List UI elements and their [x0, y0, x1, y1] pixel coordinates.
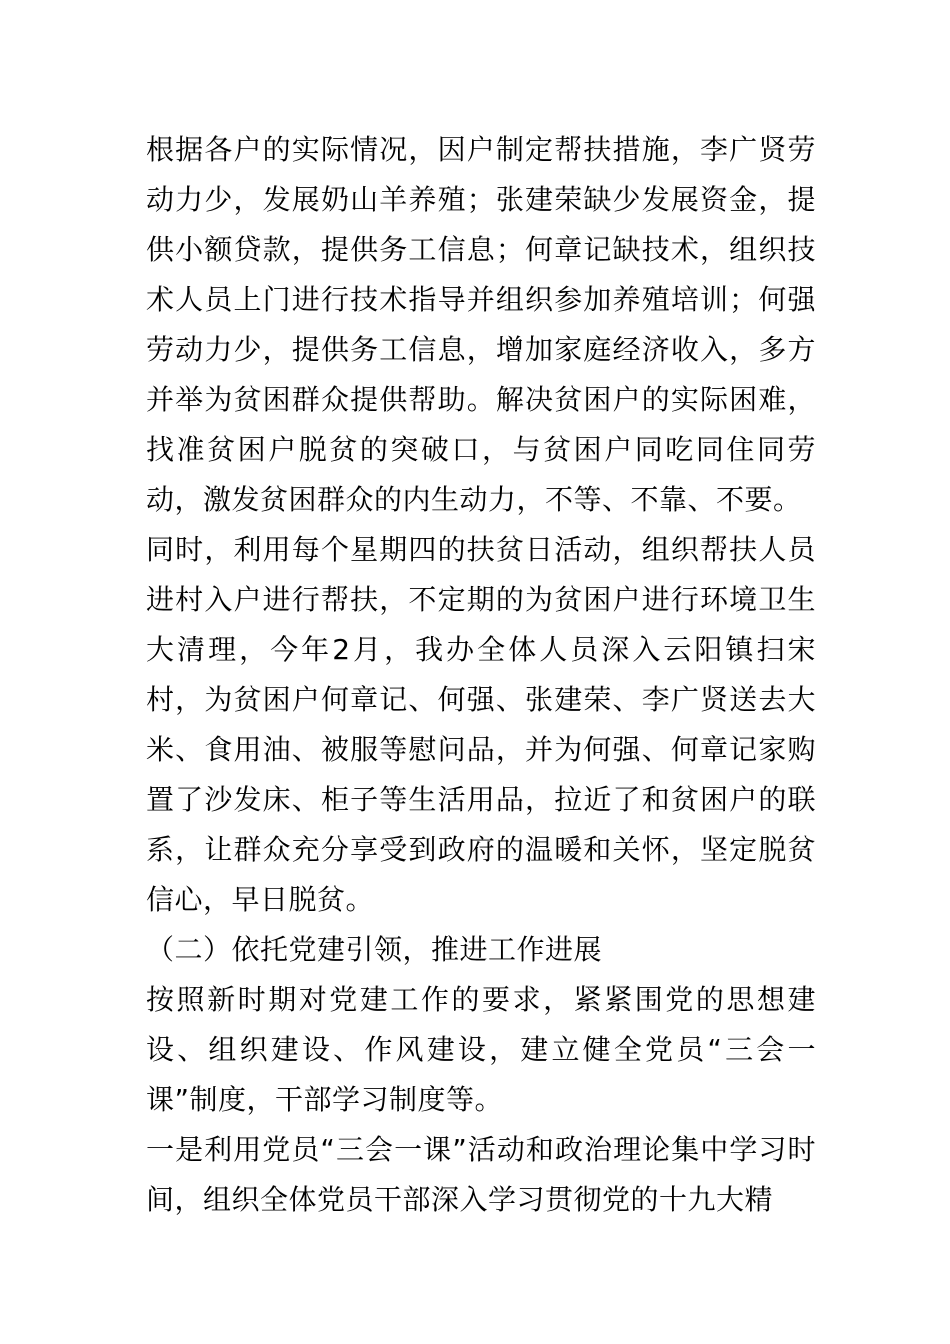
section-heading-party-building: （二）依托党建引领，推进工作进展: [146, 933, 603, 966]
paragraph-study-activities: 一是利用党员“三会一课”活动和政治理论集中学习时间，组织全体党员干部深入学习贯彻党的十九大精: [146, 1133, 816, 1216]
paragraph-poverty-day-activities: 同时，利用每个星期四的扶贫日活动，组织帮扶人员进村入户进行帮扶，不定期的为贫困户进行环境卫生大清理，今年2月，我办全体人员深入云阳镇扫宋村，为贫困户何章记、何强、张建荣、李广贤送去大米、食用油、被服等慰问品，并为何强、何章记家购置了沙发床、柜子等生活用品，拉近了和贫困户的联系，让群众充分享受到政府的温暖和关怀，坚定脱贫信心，早日脱贫。: [146, 533, 816, 916]
paragraph-assistance-measures: 根据各户的实际情况，因户制定帮扶措施，李广贤劳动力少，发展奶山羊养殖；张建荣缺少发展资金，提供小额贷款，提供务工信息；何章记缺技术，组织技术人员上门进行技术指导并组织参加养殖培训；何强劳动力少，提供务工信息，增加家庭经济收入，多方并举为贫困群众提供帮助。解决贫困户的实际困难，找准贫困户脱贫的突破口，与贫困户同吃同住同劳动，激发贫困群众的内生动力，不等、不靠、不要。: [146, 133, 816, 516]
document-body: [146, 125, 816, 1225]
paragraph-party-requirements: 按照新时期对党建工作的要求，紧紧围党的思想建设、组织建设、作风建设，建立健全党员“三会一课”制度，干部学习制度等。: [146, 983, 816, 1116]
